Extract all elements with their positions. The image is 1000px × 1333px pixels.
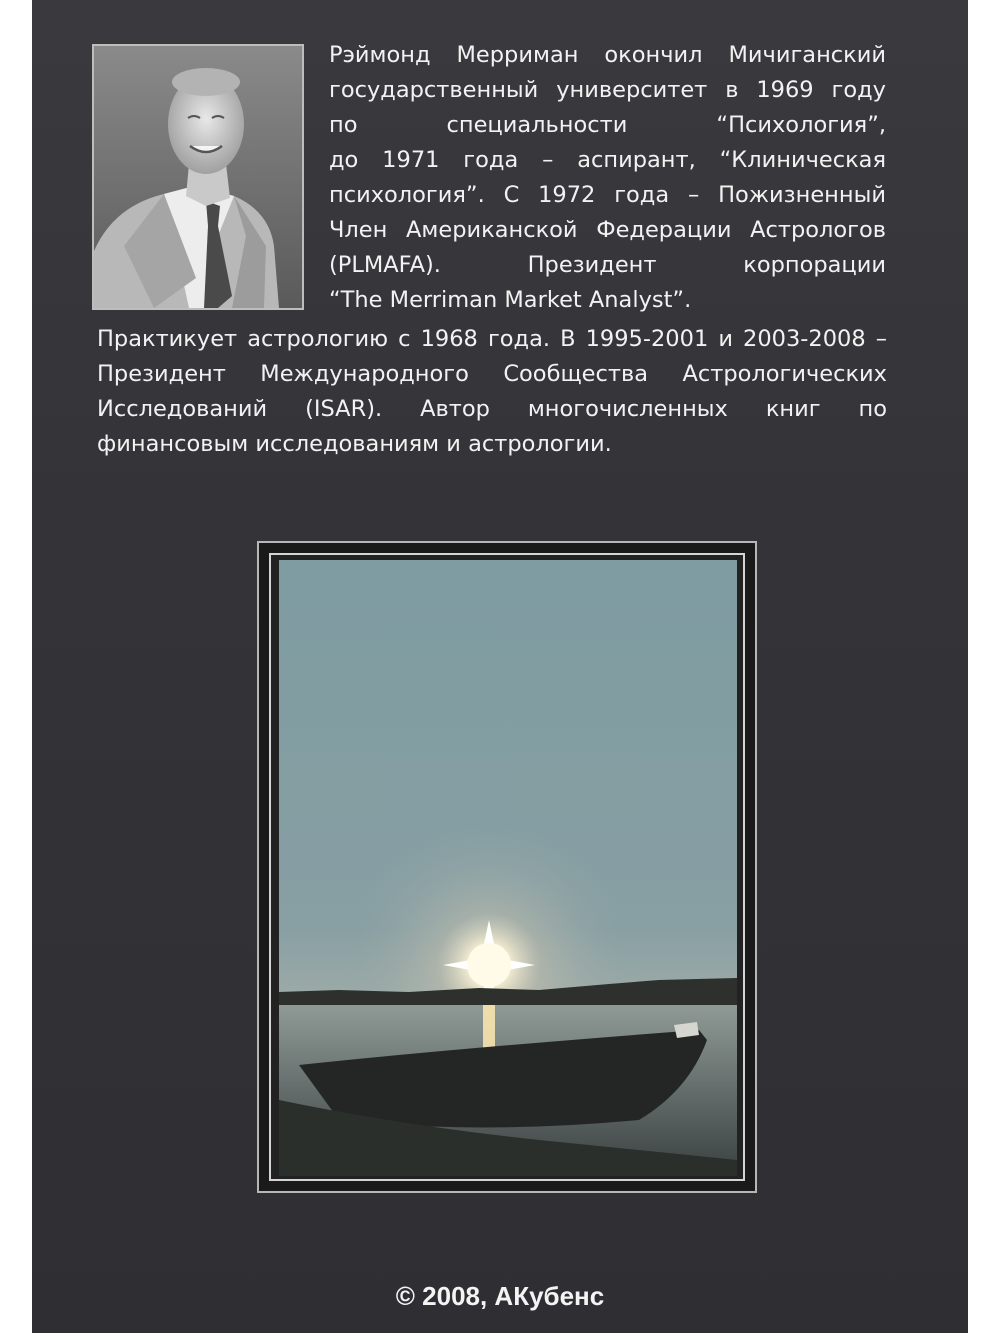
sunset-photo-frame [257, 541, 757, 1193]
bio-line: Рэймонд Мерриман окончил Мичиганский [329, 42, 886, 68]
bio-line: до 1971 года – аспирант, “Клиническая [329, 147, 886, 173]
bio-line: государственный университет в 1969 году [329, 77, 886, 103]
bio-line: финансовым исследованиям и астрологии. [97, 431, 612, 457]
author-bio-top [329, 38, 886, 318]
sunset-photo [279, 560, 737, 1176]
copyright-notice: © 2008, АКубенс [395, 1281, 605, 1311]
author-bio-bottom [97, 322, 887, 462]
bio-line: Исследований (ISAR). Автор многочисленных книг по [97, 396, 887, 422]
author-portrait [92, 44, 304, 310]
bio-line: по специальности “Психология”, [329, 112, 886, 138]
bio-line: “The Merriman Market Analyst”. [329, 287, 692, 313]
bio-line: психология”. С 1972 года – Пожизненный [329, 182, 886, 208]
bio-line: (PLMAFA). Президент корпорации [329, 252, 886, 278]
sunset-photo-border [269, 553, 745, 1181]
bio-line: Практикует астрологию с 1968 года. В 1995-2001 и 2003-2008 – [97, 326, 887, 352]
bio-line: Член Американской Федерации Астрологов [329, 217, 886, 243]
bio-line: Президент Международного Сообщества Астрологических [97, 361, 887, 387]
back-cover [32, 0, 968, 1333]
